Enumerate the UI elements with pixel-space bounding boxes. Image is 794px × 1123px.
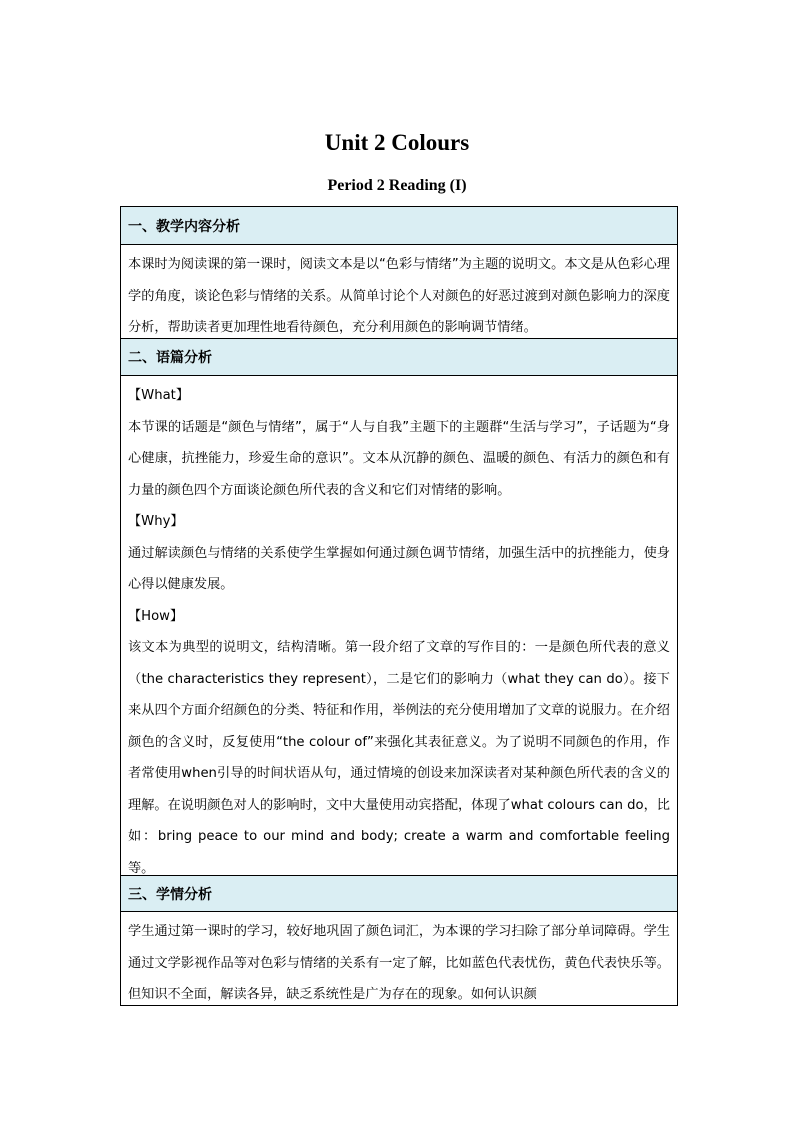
section-body-teaching-content [121, 245, 677, 339]
paragraph: 该文本为典型的说明文，结构清晰。第一段介绍了文章的写作目的：一是颜色所代表的意义（the characteristics they represent），二是它们的影响力（what they can do）。接下来从四个方面介绍颜色的分类、特征和作用，举例法的充分使用增加了文章的说服力。在介绍颜色的含义时，反复使用“the colour of”来强化其表征意义。为了说明不同颜色的作用，作者常使用when引导的时间状语从句，通过情境的创设来加深读者对某种颜色所代表的含义的理解。在说明颜色对人的影响时，文中大量使用动宾搭配，体现了what colours can do，比如：bring peace to our mind and body; create a warm and comfortable feeling 等。 [128, 640, 670, 876]
paragraph: 学生通过第一课时的学习，较好地巩固了颜色词汇，为本课的学习扫除了部分单词障碍。学生通过文学影视作品等对色彩与情绪的关系有一定了解，比如蓝色代表忧伤，黄色代表快乐等。但知识不全面，解读各异，缺乏系统性是广为存在的现象。如何认识颜 [128, 924, 670, 1002]
section-body-text-analysis [121, 376, 677, 876]
paragraph: 通过解读颜色与情绪的关系使学生掌握如何通过颜色调节情绪，加强生活中的抗挫能力，使身心得以健康发展。 [128, 545, 670, 592]
section-heading-text-analysis: 二、语篇分析 [121, 339, 677, 376]
lesson-analysis-table [120, 206, 678, 1006]
section-body-student-analysis [121, 912, 677, 1006]
section-heading-teaching-content: 一、教学内容分析 [121, 207, 677, 245]
how-label: 【How】 [128, 608, 184, 624]
section-heading-student-analysis: 三、学情分析 [121, 876, 677, 912]
document-title: Unit 2 Colours [324, 130, 470, 155]
paragraph: 本课时为阅读课的第一课时，阅读文本是以“色彩与情绪”为主题的说明文。本文是从色彩心理学的角度，谈论色彩与情绪的关系。从简单讨论个人对颜色的好恶过渡到对颜色影响力的深度分析，帮助读者更加理性地看待颜色，充分利用颜色的影响调节情绪。 [128, 257, 670, 335]
document-subtitle: Period 2 Reading (I) [327, 177, 467, 194]
why-label: 【Why】 [128, 514, 184, 529]
what-label: 【What】 [128, 388, 190, 403]
paragraph: 本节课的话题是“颜色与情绪”，属于“人与自我”主题下的主题群“生活与学习”，子话题为“身心健康，抗挫能力，珍爱生命的意识”。文本从沉静的颜色、温暖的颜色、有活力的颜色和有力量的颜色四个方面谈论颜色所代表的含义和它们对情绪的影响。 [128, 419, 670, 498]
